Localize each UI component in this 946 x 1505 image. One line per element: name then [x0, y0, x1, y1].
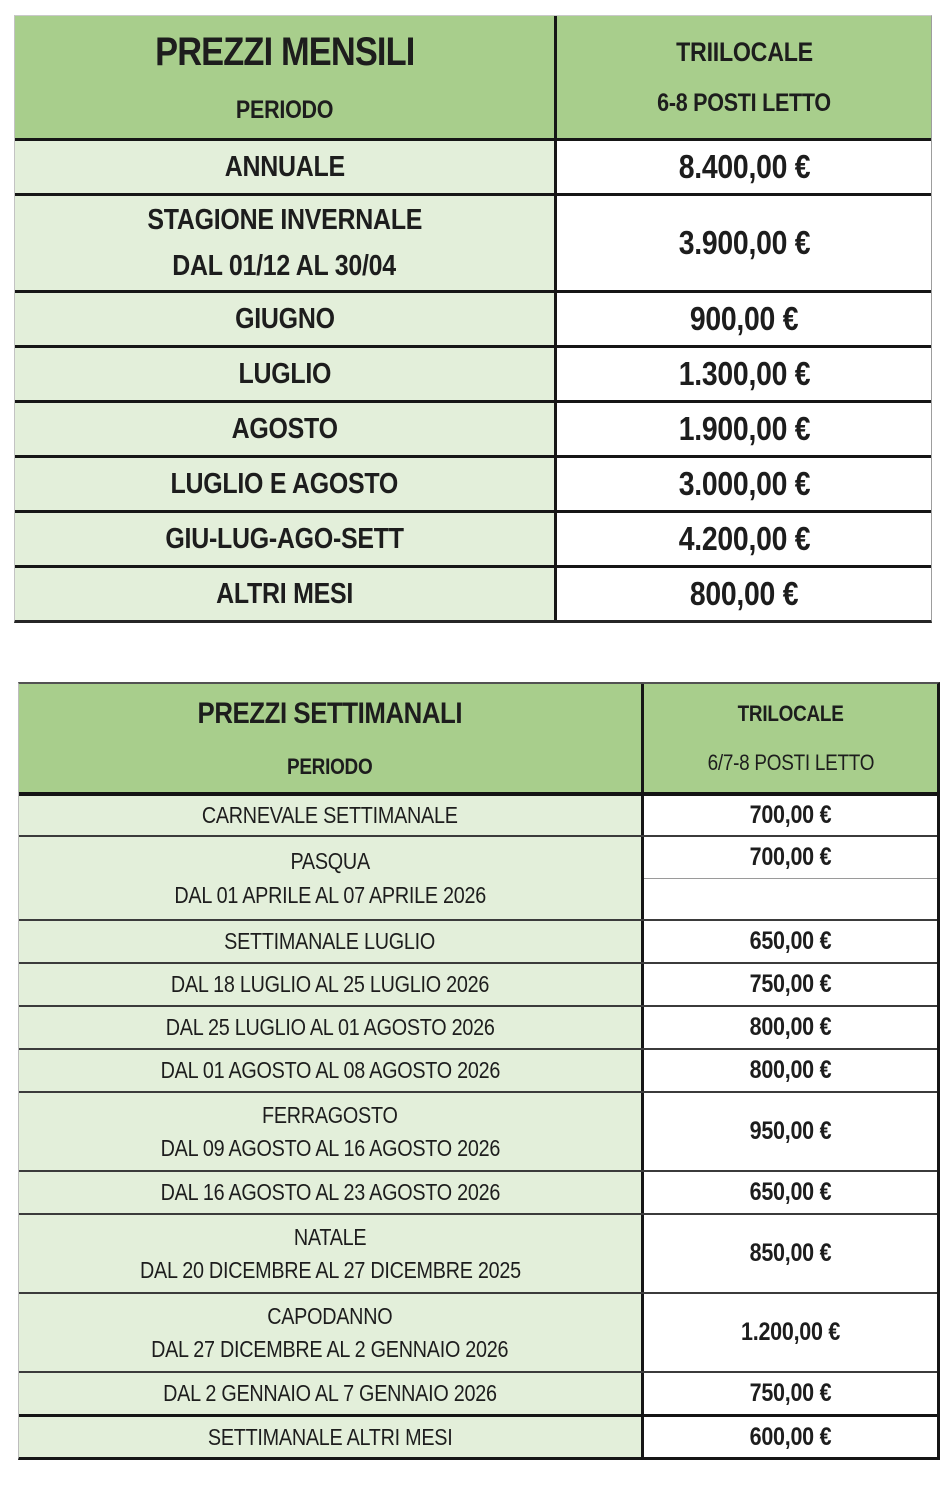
period-text: DAL 25 LUGLIO AL 01 AGOSTO 2026: [165, 1014, 495, 1041]
table-row: [19, 1213, 937, 1292]
monthly-header-row: [15, 16, 931, 138]
period-text: NATALE: [293, 1223, 367, 1250]
table-row: [19, 1048, 937, 1091]
period-text: LUGLIO E AGOSTO: [170, 467, 399, 500]
period-text: DAL 27 DICEMBRE AL 2 GENNAIO 2026: [151, 1336, 509, 1362]
monthly-unit-header-cell: [557, 16, 931, 138]
period-text: DAL 16 AGOSTO AL 23 AGOSTO 2026: [160, 1179, 500, 1206]
period-text: ALTRI MESI: [216, 577, 353, 610]
price-text: 800,00 €: [749, 1056, 832, 1085]
period-cell: [19, 964, 644, 1005]
weekly-unit-title: TRILOCALE: [737, 700, 844, 726]
price-cell: [644, 1417, 937, 1457]
period-cell: [19, 1093, 644, 1170]
period-cell: [15, 348, 557, 400]
period-text: LUGLIO: [238, 357, 331, 390]
price-cell: [557, 293, 931, 345]
period-text: DAL 2 GENNAIO AL 7 GENNAIO 2026: [163, 1380, 497, 1407]
price-text: 950,00 €: [749, 1117, 832, 1146]
price-text: 600,00 €: [749, 1422, 832, 1451]
price-text: 700,00 €: [749, 801, 832, 830]
period-text: CARNEVALE SETTIMANALE: [202, 802, 458, 829]
period-text: GIUGNO: [234, 302, 335, 335]
price-cell: [644, 837, 937, 919]
table-row: [15, 565, 931, 620]
price-cell: [557, 196, 931, 290]
monthly-period-label: PERIODO: [235, 95, 334, 124]
period-text: DAL 18 LUGLIO AL 25 LUGLIO 2026: [170, 971, 490, 998]
period-text: FERRAGOSTO: [262, 1101, 398, 1128]
price-text: 4.200,00 €: [678, 519, 810, 557]
period-text: DAL 01 APRILE AL 07 APRILE 2026: [174, 881, 486, 908]
weekly-period-label: PERIODO: [287, 754, 373, 780]
price-text: 1.200,00 €: [740, 1318, 841, 1347]
price-cell: [557, 513, 931, 565]
price-text: 3.900,00 €: [678, 223, 810, 261]
price-cell: [644, 1007, 937, 1048]
price-subcell: [644, 878, 937, 920]
price-text: 800,00 €: [689, 574, 799, 612]
period-cell: [15, 458, 557, 510]
price-text: 750,00 €: [749, 1379, 832, 1408]
period-text: STAGIONE INVERNALE: [147, 204, 422, 237]
table-row: [15, 345, 931, 400]
weekly-unit-subtitle: 6/7-8 POSTI LETTO: [707, 750, 874, 775]
price-cell: [557, 348, 931, 400]
price-cell: [644, 921, 937, 962]
monthly-rows: [15, 138, 931, 620]
weekly-header-row: [19, 684, 937, 792]
period-text: PASQUA: [290, 848, 370, 875]
period-cell: [19, 1050, 644, 1091]
price-cell: [644, 1373, 937, 1414]
price-cell: [644, 1172, 937, 1213]
table-row: [19, 962, 937, 1005]
period-cell: [19, 1215, 644, 1292]
table-row: [15, 455, 931, 510]
table-row: [19, 1170, 937, 1213]
monthly-unit-subtitle: 6-8 POSTI LETTO: [657, 89, 831, 118]
period-cell: [15, 568, 557, 620]
table-row: [15, 510, 931, 565]
table-row: [15, 138, 931, 193]
price-cell: [644, 796, 937, 835]
weekly-prices-table: [18, 682, 940, 1460]
weekly-period-header-cell: [19, 684, 644, 792]
period-text: AGOSTO: [231, 412, 338, 445]
price-text: 850,00 €: [749, 1239, 832, 1268]
table-row: [19, 1371, 937, 1414]
period-text: SETTIMANALE LUGLIO: [224, 928, 436, 955]
price-text: 650,00 €: [749, 927, 832, 956]
period-text: GIU-LUG-AGO-SETT: [165, 522, 404, 555]
price-cell: [644, 1093, 937, 1170]
table-row: [15, 290, 931, 345]
table-row: [15, 193, 931, 290]
period-cell: [15, 403, 557, 455]
price-cell: [644, 964, 937, 1005]
weekly-rows: [19, 792, 937, 1457]
weekly-unit-header-cell: [644, 684, 937, 792]
period-cell: [19, 1172, 644, 1213]
price-text: 3.000,00 €: [678, 464, 810, 502]
period-cell: [19, 1294, 644, 1371]
price-cell: [557, 141, 931, 193]
period-text: CAPODANNO: [267, 1302, 393, 1329]
period-cell: [15, 141, 557, 193]
period-cell: [15, 196, 557, 290]
period-cell: [19, 1373, 644, 1414]
monthly-period-header-cell: [15, 16, 557, 138]
monthly-unit-title: TRIILOCALE: [675, 36, 813, 67]
period-text: DAL 01 AGOSTO AL 08 AGOSTO 2026: [160, 1057, 500, 1084]
period-text: SETTIMANALE ALTRI MESI: [207, 1423, 453, 1450]
price-text: 800,00 €: [749, 1013, 832, 1042]
period-text: DAL 09 AGOSTO AL 16 AGOSTO 2026: [160, 1135, 500, 1161]
period-cell: [15, 293, 557, 345]
table-row: [19, 835, 937, 919]
period-cell: [19, 837, 644, 919]
price-text: 750,00 €: [749, 970, 832, 999]
period-cell: [19, 796, 644, 835]
table-row: [19, 1091, 937, 1170]
price-text: 8.400,00 €: [678, 147, 810, 185]
period-text: ANNUALE: [224, 150, 345, 183]
price-cell: [557, 458, 931, 510]
price-cell: [557, 568, 931, 620]
price-cell: [557, 403, 931, 455]
monthly-table-title: PREZZI MENSILI: [154, 29, 415, 74]
price-cell: [644, 1294, 937, 1371]
period-cell: [19, 1007, 644, 1048]
price-cell: [644, 1215, 937, 1292]
table-row: [19, 792, 937, 835]
weekly-table-title: PREZZI SETTIMANALI: [197, 696, 463, 730]
price-text: 1.300,00 €: [678, 354, 810, 392]
period-cell: [19, 921, 644, 962]
period-text: DAL 20 DICEMBRE AL 27 DICEMBRE 2025: [139, 1257, 521, 1283]
price-subcell: [644, 837, 937, 878]
table-row: [19, 919, 937, 962]
price-text: 650,00 €: [749, 1178, 832, 1207]
table-row: [19, 1292, 937, 1371]
table-row: [19, 1005, 937, 1048]
price-text: 1.900,00 €: [678, 409, 810, 447]
monthly-prices-table: [14, 15, 932, 623]
period-text: DAL 01/12 AL 30/04: [172, 249, 397, 282]
period-cell: [19, 1417, 644, 1457]
price-cell: [644, 1050, 937, 1091]
price-text: 900,00 €: [689, 299, 799, 337]
price-text: 700,00 €: [749, 843, 832, 872]
period-cell: [15, 513, 557, 565]
table-row: [19, 1414, 937, 1457]
table-row: [15, 400, 931, 455]
